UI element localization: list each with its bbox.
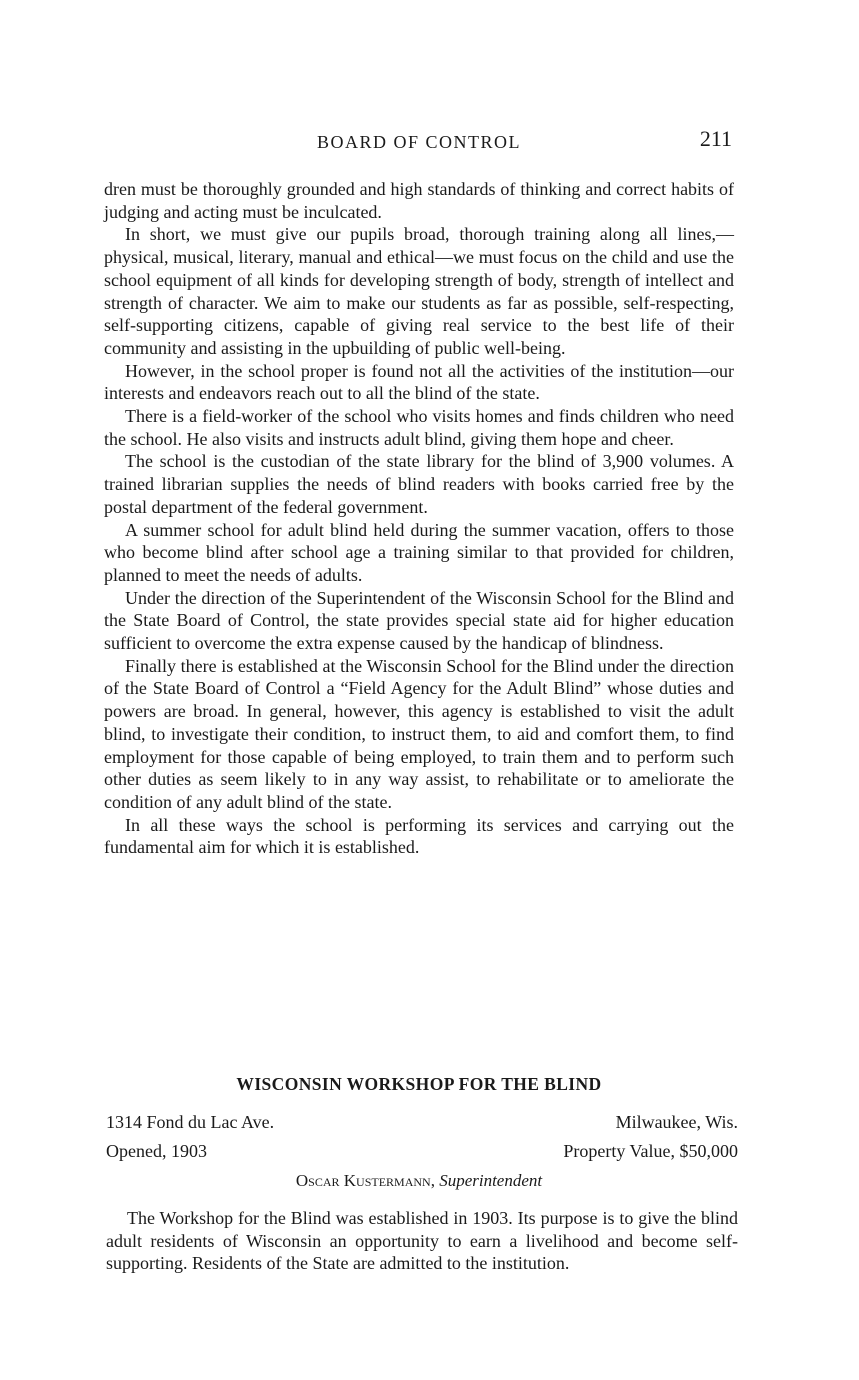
- address-row: [106, 1112, 738, 1133]
- paragraph-continuation: dren must be thoroughly grounded and high standards of thinking and correct habits of judging and acting must be inculcated.: [104, 179, 734, 222]
- details-row: [106, 1141, 738, 1162]
- workshop-text: [106, 1207, 738, 1275]
- address: 1314 Fond du Lac Ave.: [106, 1112, 275, 1132]
- paragraph-library: The school is the custodian of the state library for the blind of 3,900 volumes. A trained librarian supplies the needs of blind readers with books carried free by the postal department of the federal government.: [104, 451, 734, 517]
- paragraph-state-aid: Under the direction of the Superintendent of the Wisconsin School for the Blind and the State Board of Control, the state provides special state aid for higher education sufficient to overcome the extra expense caused by the handicap of blindness.: [104, 587, 734, 654]
- page-number: 211: [699, 126, 732, 151]
- superintendent-title: Superintendent: [439, 1171, 543, 1190]
- section-title: WISCONSIN WORKSHOP FOR THE BLIND: [236, 1074, 602, 1094]
- paragraph-conclusion: In all these ways the school is performing its services and carrying out the fundamental aim for which it is established.: [104, 814, 734, 858]
- workshop-paragraph: The Workshop for the Blind was established in 1903. Its purpose is to give the blind adult residents of Wisconsin an opportunity to earn a livelihood and become self-supporting. Residents of the State are admitted to the institution.: [106, 1208, 738, 1274]
- paragraph-field-agency: Finally there is established at the Wisconsin School for the Blind under the direction of the State Board of Control a “Field Agency for the Adult Blind” whose duties and powers are broad. In general, however, this agency is established to visit the adult blind, to investigate their condition, to instruct them, to aid and comfort them, to find employment for those capable of being employed, to train them and to perform such other duties as seem likely to in any way assist, to rehabilitate or to ameliorate the condition of any adult blind of the state.: [104, 655, 734, 812]
- opened-year: Opened, 1903: [106, 1141, 207, 1161]
- running-title: BOARD OF CONTROL: [316, 132, 522, 152]
- body-text: [104, 178, 734, 859]
- paragraph-field-worker: There is a field-worker of the school who visits homes and finds children who need the school. He also visits and instructs adult blind, giving them hope and cheer.: [104, 406, 734, 449]
- city: Milwaukee, Wis.: [615, 1112, 738, 1132]
- superintendent-line: Oscar Kustermann, Superintendent: [295, 1171, 543, 1190]
- property-value: Property Value, $50,000: [563, 1141, 738, 1161]
- running-head: [104, 126, 734, 160]
- superintendent-name: Oscar Kustermann: [295, 1171, 431, 1190]
- paragraph-summer-school: A summer school for adult blind held during the summer vacation, offers to those who become blind after school age a training similar to that provided for children, planned to meet the needs of adults.: [104, 519, 734, 585]
- paragraph-training: In short, we must give our pupils broad, thorough training along all lines,—physical, musical, literary, manual and ethical—we must focus on the child and use the school equipment of all kinds for developing strength of body, strength of intellect and strength of character. We aim to make our students as far as possible, self-respecting, self-supporting citizens, capable of giving real service to the best life of their community and assisting in the upbuilding of public well-being.: [104, 224, 734, 358]
- paragraph-activities: However, in the school proper is found not all the activities of the institution—our interests and endeavors reach out to all the blind of the state.: [104, 360, 734, 404]
